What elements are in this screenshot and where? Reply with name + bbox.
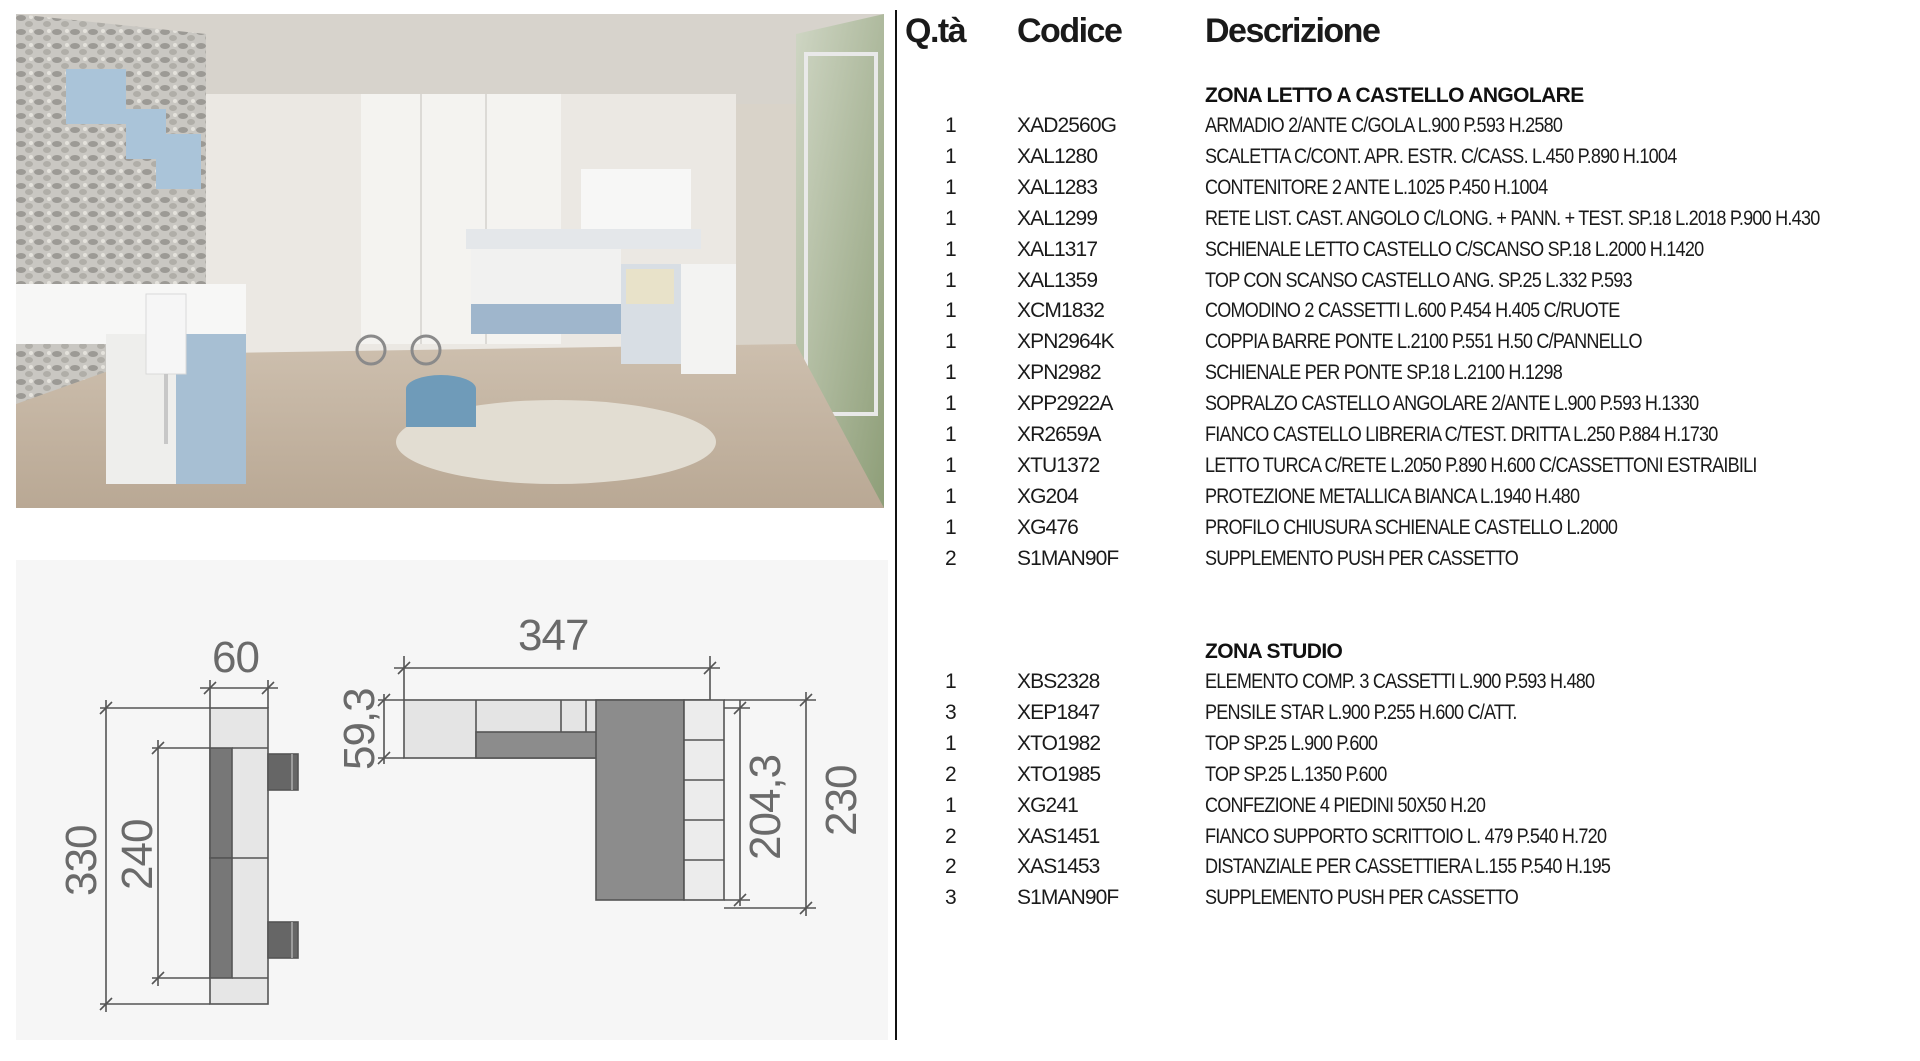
row-description: CONTENITORE 2 ANTE L.1025 P.450 H.1004 [1205, 175, 1548, 199]
section-title: ZONA LETTO A CASTELLO ANGOLARE [1205, 84, 1584, 107]
row-description: COMODINO 2 CASSETTI L.600 P.454 H.405 C/RUOTE [1205, 299, 1620, 323]
row-code: XBS2328 [1017, 670, 1100, 693]
row-code: XTO1985 [1017, 762, 1101, 786]
row-description: ELEMENTO COMP. 3 CASSETTI L.900 P.593 H.480 [1205, 670, 1595, 693]
row-code: XAL1359 [1017, 268, 1098, 292]
row-code: XPP2922A [1017, 392, 1113, 416]
row-code: S1MAN90F [1017, 886, 1119, 910]
floor-plan-area [16, 560, 888, 1040]
row-code: XR2659A [1017, 423, 1101, 446]
row-description: SOPRALZO CASTELLO ANGOLARE 2/ANTE L.900 P.593 H.1330 [1205, 392, 1699, 416]
table-row [905, 701, 1915, 732]
header-description: Descrizione [1205, 12, 1380, 50]
row-description: PROFILO CHIUSURA SCHIENALE CASTELLO L.2000 [1205, 515, 1618, 539]
row-qty: 2 [945, 762, 956, 786]
row-code: XPN2964K [1017, 330, 1114, 354]
table-row [905, 547, 1915, 578]
row-qty: 1 [945, 423, 956, 446]
row-code: XAL1299 [1017, 206, 1098, 230]
table-row [905, 516, 1915, 547]
row-qty: 2 [945, 824, 956, 848]
row-description: SCHIENALE PER PONTE SP.18 L.2100 H.1298 [1205, 361, 1562, 385]
row-qty: 1 [945, 793, 956, 817]
dim-bed-side-length: 204,3 [741, 754, 790, 860]
table-row [905, 361, 1915, 392]
room-photo [16, 14, 884, 508]
row-qty: 1 [945, 515, 956, 539]
row-qty: 1 [945, 361, 956, 385]
row-description: COPPIA BARRE PONTE L.2100 P.551 H.50 C/PANNELLO [1205, 330, 1642, 354]
table-row [905, 485, 1915, 516]
row-qty: 1 [945, 484, 956, 508]
parts-list [905, 0, 1915, 1061]
table-row [905, 855, 1915, 886]
row-description: TOP SP.25 L.900 P.600 [1205, 731, 1378, 755]
table-row [905, 423, 1915, 454]
dim-bed-depth: 59,3 [335, 688, 384, 770]
row-code: XG476 [1017, 515, 1078, 539]
table-row [905, 732, 1915, 763]
row-code: XCM1832 [1017, 299, 1105, 323]
row-description: RETE LIST. CAST. ANGOLO C/LONG. + PANN. + TEST. SP.18 L.2018 P.900 H.430 [1205, 206, 1820, 230]
row-description: ARMADIO 2/ANTE C/GOLA L.900 P.593 H.2580 [1205, 114, 1563, 137]
table-row [905, 114, 1915, 145]
row-code: XAD2560G [1017, 114, 1117, 137]
row-description: FIANCO SUPPORTO SCRITTOIO L. 479 P.540 H.720 [1205, 824, 1607, 848]
table-row [905, 454, 1915, 485]
row-qty: 2 [945, 546, 956, 570]
row-code: XG241 [1017, 793, 1078, 817]
row-description: LETTO TURCA C/RETE L.2050 P.890 H.600 C/CASSETTONI ESTRAIBILI [1205, 453, 1757, 477]
row-code: XPN2982 [1017, 361, 1101, 385]
row-description: SUPPLEMENTO PUSH PER CASSETTO [1205, 886, 1519, 910]
row-code: XAL1280 [1017, 144, 1098, 168]
row-qty: 1 [945, 175, 956, 199]
floor-plan-drawing [16, 560, 888, 1040]
row-description: TOP SP.25 L.1350 P.600 [1205, 762, 1387, 786]
table-row [905, 670, 1915, 701]
row-qty: 3 [945, 886, 956, 910]
header-code: Codice [1017, 12, 1122, 50]
table-row [905, 886, 1915, 917]
table-row [905, 269, 1915, 300]
row-code: XG204 [1017, 484, 1078, 508]
row-description: CONFEZIONE 4 PIEDINI 50X50 H.20 [1205, 793, 1486, 817]
row-qty: 1 [945, 268, 956, 292]
row-qty: 1 [945, 237, 956, 261]
row-qty: 1 [945, 453, 956, 477]
dim-desk-width: 60 [212, 633, 259, 682]
row-qty: 1 [945, 731, 956, 755]
dim-desk-total-length: 330 [57, 825, 106, 896]
row-qty: 1 [945, 670, 956, 693]
table-row [905, 392, 1915, 423]
column-divider [895, 10, 897, 1040]
table-row [905, 238, 1915, 269]
row-code: XTO1982 [1017, 731, 1101, 755]
section-title: ZONA STUDIO [1205, 640, 1343, 663]
table-row [905, 207, 1915, 238]
table-row [905, 763, 1915, 794]
table-row [905, 794, 1915, 825]
row-qty: 1 [945, 392, 956, 416]
row-code: XAL1283 [1017, 175, 1098, 199]
row-code: XAS1453 [1017, 855, 1100, 879]
row-description: FIANCO CASTELLO LIBRERIA C/TEST. DRITTA L.250 P.884 H.1730 [1205, 423, 1718, 446]
row-qty: 1 [945, 144, 956, 168]
table-row [905, 145, 1915, 176]
dim-bed-total-length: 230 [817, 765, 866, 836]
row-qty: 1 [945, 206, 956, 230]
row-qty: 1 [945, 299, 956, 323]
row-qty: 1 [945, 114, 956, 137]
table-row [905, 825, 1915, 856]
row-code: S1MAN90F [1017, 546, 1119, 570]
dim-desk-inner-length: 240 [113, 819, 162, 890]
row-description: SCALETTA C/CONT. APR. ESTR. C/CASS. L.450 P.890 H.1004 [1205, 144, 1677, 168]
row-description: PROTEZIONE METALLICA BIANCA L.1940 H.480 [1205, 484, 1580, 508]
row-description: SCHIENALE LETTO CASTELLO C/SCANSO SP.18 L.2000 H.1420 [1205, 237, 1704, 261]
row-code: XTU1372 [1017, 453, 1100, 477]
row-code: XAS1451 [1017, 824, 1100, 848]
row-code: XEP1847 [1017, 700, 1100, 724]
row-description: TOP CON SCANSO CASTELLO ANG. SP.25 L.332 P.593 [1205, 268, 1632, 292]
bedroom-render-image [16, 14, 884, 508]
row-qty: 1 [945, 330, 956, 354]
table-row [905, 299, 1915, 330]
row-qty: 2 [945, 855, 956, 879]
row-description: PENSILE STAR L.900 P.255 H.600 C/ATT. [1205, 700, 1517, 724]
header-qty: Q.tà [905, 12, 966, 50]
row-description: DISTANZIALE PER CASSETTIERA L.155 P.540 H.195 [1205, 855, 1611, 879]
dim-bed-total-width: 347 [518, 611, 589, 660]
table-row [905, 176, 1915, 207]
row-qty: 3 [945, 700, 956, 724]
row-description: SUPPLEMENTO PUSH PER CASSETTO [1205, 546, 1519, 570]
row-code: XAL1317 [1017, 237, 1098, 261]
table-row [905, 330, 1915, 361]
